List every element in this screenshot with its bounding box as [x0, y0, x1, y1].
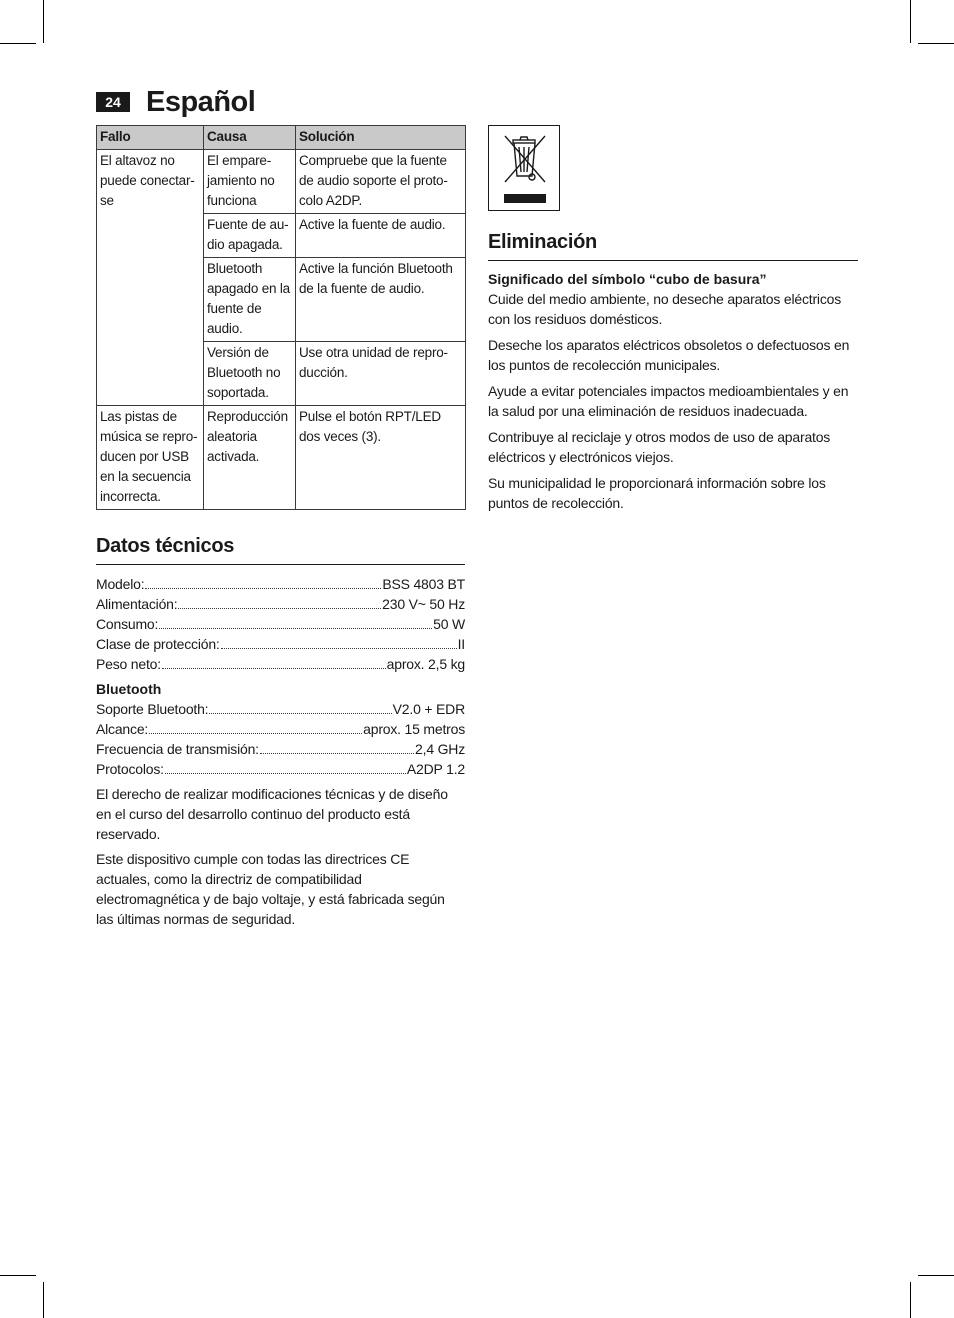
cause-cell: Fuente de au-dio apagada.	[204, 214, 296, 258]
dot-leader	[209, 713, 391, 714]
disposal-paragraph: Ayude a evitar potenciales impactos medioambientales y en la salud por una eliminación de residuos inadecuada.	[488, 383, 849, 419]
spec-row	[96, 699, 465, 719]
specs-bluetooth-list	[96, 699, 465, 779]
disposal-section	[488, 229, 858, 513]
spec-row	[96, 654, 465, 674]
crossed-out-wheelie-bin-icon	[499, 132, 551, 192]
crop-mark	[0, 1275, 36, 1276]
dot-leader	[159, 628, 432, 629]
cause-cell: Versión de Bluetooth no soportada.	[204, 342, 296, 406]
cause-cell: Bluetooth apagado en la fuente de audio.	[204, 258, 296, 342]
spec-label: Consumo:	[96, 616, 159, 632]
crop-mark	[910, 1282, 911, 1318]
right-column	[488, 125, 858, 519]
page-number: 24	[96, 92, 130, 112]
column-header-cause: Causa	[204, 126, 296, 150]
disposal-paragraph: Deseche los aparatos eléctricos obsoletos o defectuosos en los puntos de recolección municipales.	[488, 337, 850, 373]
specs-title: Datos técnicos	[96, 533, 465, 565]
spec-row	[96, 574, 465, 594]
crop-mark	[918, 43, 954, 44]
fault-cell: Las pistas de música se repro-ducen por USB en la secuencia incorrecta.	[97, 406, 204, 510]
spec-label: Alcance:	[96, 721, 149, 737]
solution-cell: Active la fuente de audio.	[296, 214, 466, 258]
dot-leader	[149, 733, 362, 734]
dot-leader	[165, 773, 406, 774]
dot-leader	[162, 668, 386, 669]
disposal-paragraph: Contribuye al reciclaje y otros modos de uso de aparatos eléctricos y electrónicos viejos.	[488, 429, 831, 465]
specs-general-list	[96, 574, 465, 674]
spec-label: Frecuencia de transmisión:	[96, 741, 259, 757]
specs-section	[96, 533, 465, 929]
fault-cell: El altavoz no puede conectar-se	[97, 150, 204, 406]
left-column	[96, 125, 465, 929]
weee-symbol-box	[488, 125, 560, 211]
table-header-row	[97, 126, 466, 150]
spec-label: Protocolos:	[96, 761, 164, 777]
spec-value: 230 V~ 50 Hz	[382, 596, 465, 612]
crop-mark	[918, 1275, 954, 1276]
dot-leader	[260, 753, 414, 754]
spec-label: Alimentación:	[96, 596, 178, 612]
cause-cell: El empare-jamiento no funciona	[204, 150, 296, 214]
spec-value: 2,4 GHz	[415, 741, 465, 757]
dot-leader	[221, 648, 457, 649]
column-header-fault: Fallo	[97, 126, 204, 150]
spec-label: Peso neto:	[96, 656, 161, 672]
specs-note: Este dispositivo cumple con todas las directrices CE actuales, como la directriz de compatibilidad electromagnética y de bajo voltaje, y está fabricada según las últimas normas de seguridad.	[96, 851, 445, 927]
spec-label: Modelo:	[96, 576, 145, 592]
spec-value: V2.0 + EDR	[392, 701, 465, 717]
solution-cell: Use otra unidad de repro-ducción.	[296, 342, 466, 406]
dot-leader	[178, 608, 381, 609]
table-row	[97, 150, 466, 214]
solution-cell: Compruebe que la fuente de audio soporte el proto-colo A2DP.	[296, 150, 466, 214]
spec-row	[96, 634, 465, 654]
spec-value: A2DP 1.2	[406, 761, 465, 777]
spec-value: aprox. 15 metros	[363, 721, 465, 737]
spec-row	[96, 759, 465, 779]
disposal-title: Eliminación	[488, 229, 858, 261]
disposal-paragraph: Cuide del medio ambiente, no deseche aparatos eléctricos con los residuos domésticos.	[488, 291, 842, 327]
language-title: Español	[146, 86, 256, 118]
spec-row	[96, 719, 465, 739]
cause-cell: Reproducción aleatoria activada.	[204, 406, 296, 510]
bluetooth-heading: Bluetooth	[96, 681, 162, 697]
spec-value: BSS 4803 BT	[382, 576, 465, 592]
table-row	[97, 406, 466, 510]
crop-mark	[43, 0, 44, 43]
disposal-paragraph: Su municipalidad le proporcionará información sobre los puntos de recolección.	[488, 475, 826, 511]
weee-underline-bar	[504, 194, 546, 203]
spec-row	[96, 594, 465, 614]
spec-value: II	[457, 636, 465, 652]
spec-label: Clase de protección:	[96, 636, 220, 652]
crop-mark	[43, 1282, 44, 1318]
solution-cell: Pulse el botón RPT/LED dos veces (3).	[296, 406, 466, 510]
spec-row	[96, 614, 465, 634]
specs-note: El derecho de realizar modificaciones técnicas y de diseño en el curso del desarrollo continuo del producto está reservado.	[96, 786, 448, 842]
crop-mark	[0, 43, 36, 44]
spec-row	[96, 739, 465, 759]
spec-value: aprox. 2,5 kg	[386, 656, 465, 672]
troubleshooting-table	[96, 125, 466, 510]
solution-cell: Active la función Bluetooth de la fuente de audio.	[296, 258, 466, 342]
spec-label: Soporte Bluetooth:	[96, 701, 209, 717]
crop-mark	[910, 0, 911, 43]
dot-leader	[145, 588, 381, 589]
disposal-subtitle: Significado del símbolo “cubo de basura”	[488, 271, 767, 287]
spec-value: 50 W	[433, 616, 465, 632]
column-header-solution: Solución	[296, 126, 466, 150]
